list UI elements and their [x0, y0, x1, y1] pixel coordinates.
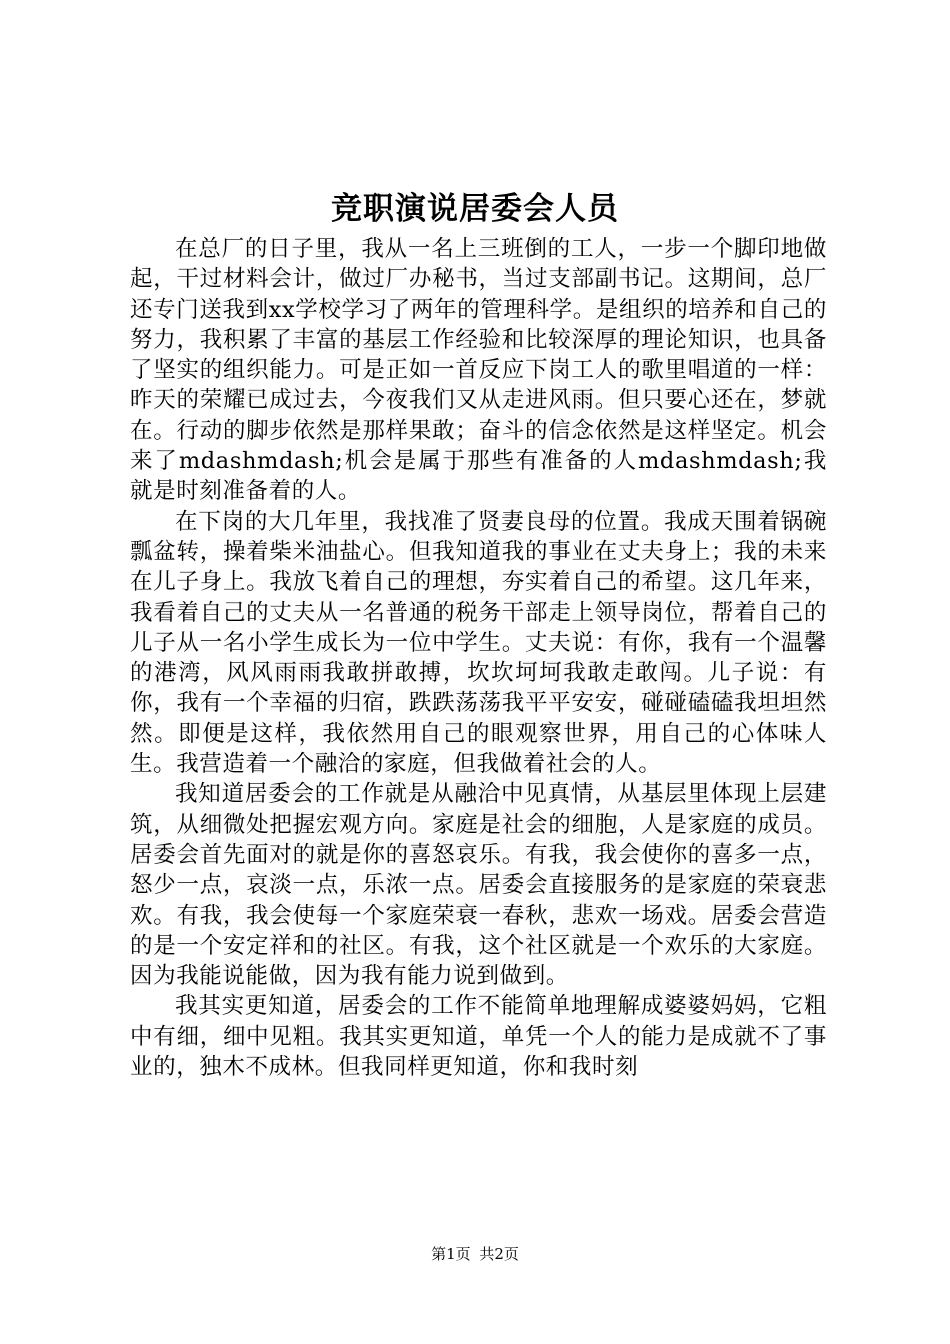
paragraph-3: 我知道居委会的工作就是从融洽中见真情，从基层里体现上层建筑，从细微处把握宏观方向。家庭是社会的细胞，人是家庭的成员。居委会首先面对的就是你的喜怒哀乐。有我，我会使你的喜多一点，怒少一点，哀淡一点，乐浓一点。居委会直接服务的是家庭的荣衰悲欢。有我，我会使每一个家庭荣衰一春秋，悲欢一场戏。居委会营造的是一个安定祥和的社区。有我，这个社区就是一个欢乐的大家庭。因为我能说能做，因为我有能力说到做到。 [130, 781, 827, 990]
document-title: 竞职演说居委会人员 [331, 191, 619, 227]
paragraph-1: 在总厂的日子里，我从一名上三班倒的工人，一步一个脚印地做起，干过材料会计，做过厂办秘书，当过支部副书记。这期间，总厂还专门送我到xx学校学习了两年的管理科学。是组织的培养和自己的努力，我积累了丰富的基层工作经验和比较深厚的理论知识，也具备了坚实的组织能力。可是正如一首反应下岗工人的歌里唱道的一样：昨天的荣耀已成过去，今夜我们又从走进风雨。但只要心还在，梦就在。行动的脚步依然是那样果敢；奋斗的信念依然是这样坚定。机会来了mdashmdash;机会是属于那些有准备的人mdashmdash;我就是时刻准备着的人。 [130, 236, 827, 505]
paragraph-4: 我其实更知道，居委会的工作不能简单地理解成婆婆妈妈，它粗中有细，细中见粗。我其实更知道，单凭一个人的能力是成就不了事业的，独木不成林。但我同样更知道，你和我时刻 [130, 993, 827, 1081]
page-footer [0, 1244, 950, 1264]
page-number-current: 第1页 [431, 1245, 471, 1263]
document-body [130, 234, 827, 1082]
page-number-total: 共2页 [479, 1245, 519, 1263]
paragraph-2: 在下岗的大几年里，我找准了贤妻良母的位置。我成天围着锅碗瓢盆转，操着柴米油盐心。但我知道我的事业在丈夫身上；我的未来在儿子身上。我放飞着自己的理想，夯实着自己的希望。这几年来，我看着自己的丈夫从一名普通的税务干部走上领导岗位，帮着自己的儿子从一名小学生成长为一位中学生。丈夫说：有你，我有一个温馨的港湾，风风雨雨我敢拼敢搏，坎坎坷坷我敢走敢闯。儿子说：有你，我有一个幸福的归宿，跌跌荡荡我平平安安，碰碰磕磕我坦坦然然。即便是这样，我依然用自己的眼观察世界，用自己的心体味人生。我营造着一个融洽的家庭，但我做着社会的人。 [130, 508, 827, 778]
